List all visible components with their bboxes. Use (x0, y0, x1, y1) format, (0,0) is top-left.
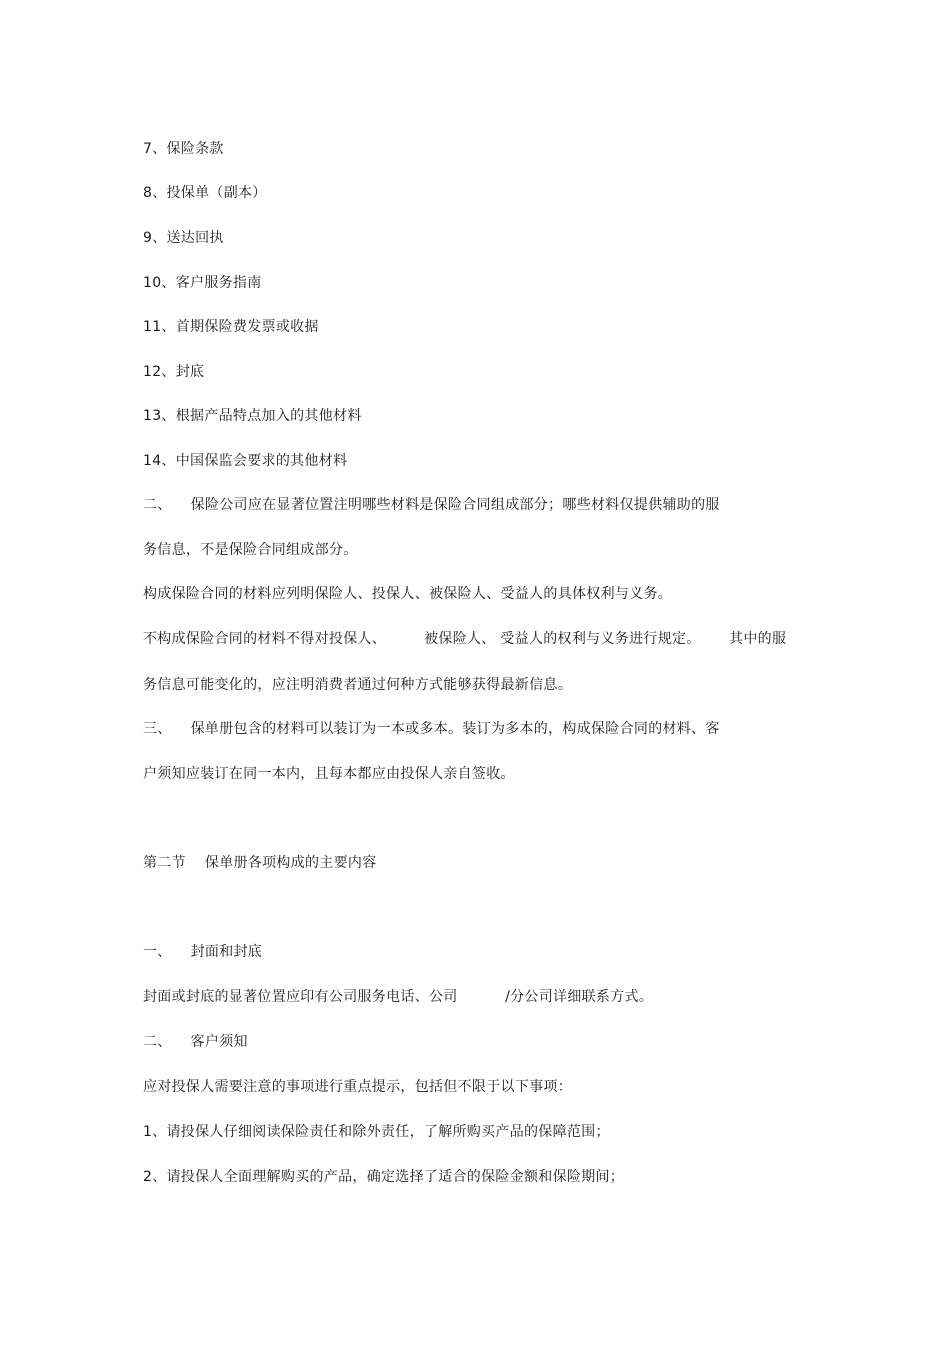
list-item-11: 11、首期保险费发票或收据 (143, 319, 319, 335)
section-heading: 第二节 保单册各项构成的主要内容 (143, 855, 377, 871)
non-contract-paragraph-line-2: 务信息可能变化的，应注明消费者通过何种方式能够获得最新信息。 (143, 677, 572, 693)
list-item-12: 12、封底 (143, 364, 205, 380)
section-two-paragraph-line-1: 二、 保险公司应在显著位置注明哪些材料是保险合同组成部分；哪些材料仅提供辅助的服 (143, 497, 720, 513)
non-contract-paragraph-line-1: 不构成保险合同的材料不得对投保人、 被保险人、 受益人的权利与义务进行规定。 其中的服 (143, 631, 787, 647)
list-item-9: 9、送达回执 (143, 230, 224, 246)
subsection-one-heading: 一、 封面和封底 (143, 944, 263, 960)
list-item-7: 7、保险条款 (143, 141, 224, 157)
notice-item-1: 1、请投保人仔细阅读保险责任和除外责任，了解所购买产品的保障范围； (143, 1124, 610, 1140)
section-two-paragraph-line-2: 务信息，不是保险合同组成部分。 (143, 542, 358, 558)
list-item-8: 8、投保单（副本） (143, 185, 267, 201)
section-three-paragraph-line-1: 三、 保单册包含的材料可以装订为一本或多本。装订为多本的，构成保险合同的材料、客 (143, 721, 720, 737)
list-item-14: 14、中国保监会要求的其他材料 (143, 453, 348, 469)
notice-item-2: 2、请投保人全面理解购买的产品，确定选择了适合的保险金额和保险期间； (143, 1169, 625, 1185)
list-item-10: 10、客户服务指南 (143, 275, 262, 291)
contract-materials-paragraph: 构成保险合同的材料应列明保险人、投保人、被保险人、受益人的具体权利与义务。 (143, 586, 673, 602)
customer-notice-intro: 应对投保人需要注意的事项进行重点提示，包括但不限于以下事项： (143, 1079, 572, 1095)
list-item-13: 13、根据产品特点加入的其他材料 (143, 408, 362, 424)
section-three-paragraph-line-2: 户须知应装订在同一本内，且每本都应由投保人亲自签收。 (143, 766, 515, 782)
subsection-two-heading: 二、 客户须知 (143, 1034, 248, 1050)
cover-paragraph: 封面或封底的显著位置应印有公司服务电话、公司 /分公司详细联系方式。 (143, 989, 654, 1005)
